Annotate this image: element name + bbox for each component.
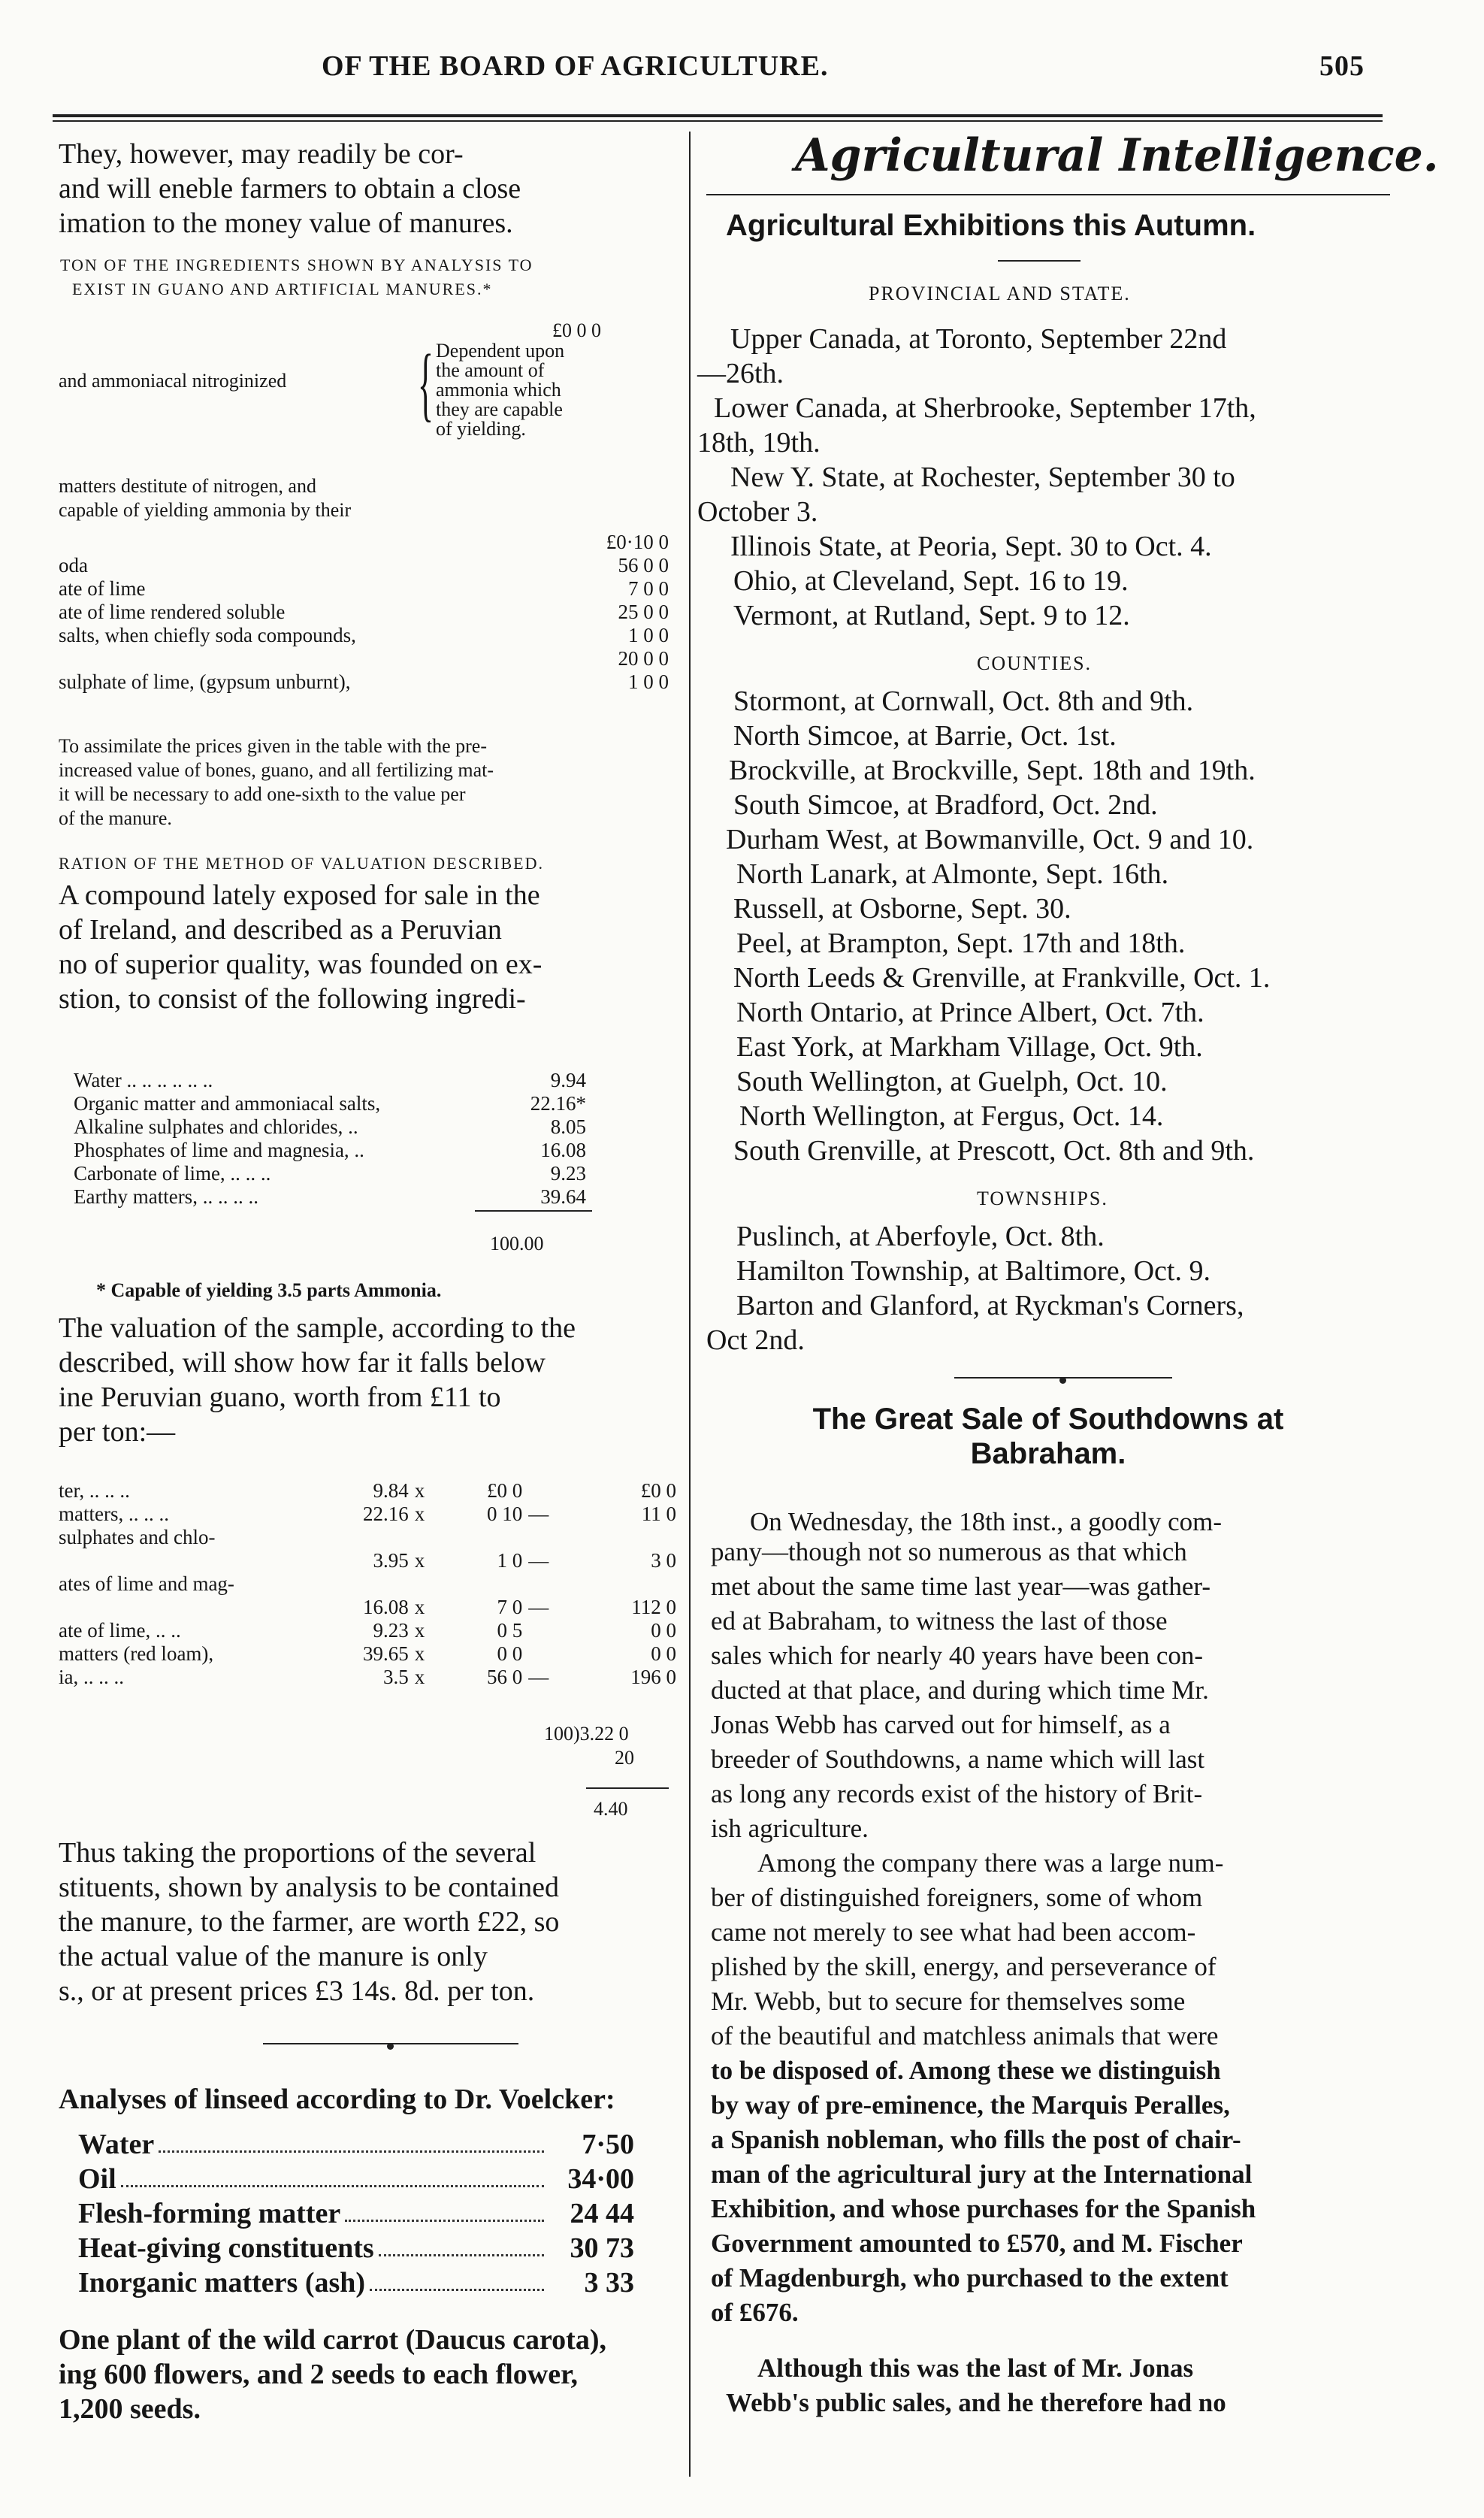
list-item: Water 7·50 <box>78 2129 634 2160</box>
table-row: ate of lime 7 0 0 <box>59 577 669 600</box>
paragraph-line: man of the agricultural jury at the International <box>711 2159 1253 2189</box>
paragraph-line: of Magdenburgh, who purchased to the extent <box>711 2263 1229 2293</box>
bracket-line: of yielding. <box>436 418 526 440</box>
table-row: oda 56 0 0 <box>59 554 669 577</box>
thus-line: stituents, shown by analysis to be contained <box>59 1872 559 1903</box>
table3-result: 20 <box>615 1747 634 1769</box>
exhibition-line: Russell, at Osborne, Sept. 30. <box>733 893 1071 925</box>
paragraph-line: Exhibition, and whose purchases for the Spanish <box>711 2194 1256 2223</box>
intro-line: They, however, may readily be cor- <box>59 138 464 170</box>
table-row: ate of lime, .. .. 9.23 x 0 5 0 0 <box>59 1619 676 1642</box>
carrot-line: One plant of the wild carrot (Daucus carota), <box>59 2324 606 2356</box>
carrot-line: ing 600 flowers, and 2 seeds to each flower, <box>59 2359 578 2390</box>
table1 <box>56 531 672 694</box>
paragraph-line: ber of distinguished foreigners, some of whom <box>711 1883 1203 1912</box>
exhibition-line: Peel, at Brampton, Sept. 17th and 18th. <box>736 928 1186 959</box>
table1-bracket-text <box>436 341 564 439</box>
exhibition-line: North Ontario, at Prince Albert, Oct. 7th. <box>736 997 1204 1028</box>
assimilate-line: of the manure. <box>59 807 172 829</box>
valuation-line: The valuation of the sample, according to the <box>59 1312 576 1344</box>
paragraph-line: came not merely to see what had been accom- <box>711 1917 1196 1947</box>
paragraph-line: to be disposed of. Among these we distinguish <box>711 2056 1221 2085</box>
exhibition-line: East York, at Markham Village, Oct. 9th. <box>736 1031 1203 1063</box>
valuation-line: per ton:— <box>59 1416 176 1448</box>
linseed-heading: Analyses of linseed according to Dr. Voelcker: <box>59 2084 615 2115</box>
list-item: Flesh-forming matter 24 44 <box>78 2198 634 2229</box>
table-row: Phosphates of lime and magnesia, .. 16.08 <box>74 1139 586 1161</box>
paragraph-line: sales which for nearly 40 years have been con- <box>711 1641 1204 1670</box>
divider-dot-icon <box>1059 1374 1066 1388</box>
title-rule <box>998 260 1081 262</box>
footnote: * Capable of yielding 3.5 parts Ammonia. <box>96 1279 442 1301</box>
page-number: 505 <box>1319 50 1365 82</box>
bracket-line: the amount of <box>436 359 545 381</box>
table2-total: 100.00 <box>490 1233 544 1254</box>
table-row: Organic matter and ammoniacal salts, 22.16* <box>74 1092 586 1115</box>
exhibition-line: Oct 2nd. <box>706 1324 805 1356</box>
exhibition-line: Lower Canada, at Sherbrooke, September 17th, <box>714 392 1256 424</box>
bracket-line: ammonia which <box>436 379 561 401</box>
exhibition-line: North Simcoe, at Barrie, Oct. 1st. <box>733 720 1117 752</box>
exhibition-line: Barton and Glanford, at Ryckman's Corners, <box>736 1290 1244 1321</box>
paragraph-line: of the beautiful and matchless animals that were <box>711 2021 1219 2050</box>
table-row: matters (red loam), 39.65 x 0 0 0 0 <box>59 1642 676 1665</box>
table-row: sulphates and chlo- <box>59 1526 216 1548</box>
sum-rule <box>475 1210 592 1212</box>
exhibition-line: South Grenville, at Prescott, Oct. 8th and 9th. <box>733 1135 1255 1167</box>
paragraph-line: a Spanish nobleman, who fills the post of chair- <box>711 2125 1241 2154</box>
table-row: Water .. .. .. .. .. .. 9.94 <box>74 1069 586 1091</box>
sum-rule <box>586 1787 669 1789</box>
masthead-rule <box>706 194 1390 195</box>
thus-line: the manure, to the farmer, are worth £22, so <box>59 1906 560 1938</box>
table1-label: and ammoniacal nitroginized <box>59 370 287 392</box>
exhibition-line: Brockville, at Brockville, Sept. 18th and 19th. <box>729 755 1256 786</box>
thus-line: the actual value of the manure is only <box>59 1941 488 1972</box>
thus-line: Thus taking the proportions of the several <box>59 1837 536 1869</box>
paragraph-line: On Wednesday, the 18th inst., a goodly com- <box>750 1507 1223 1536</box>
running-header: OF THE BOARD OF AGRICULTURE. <box>322 50 829 82</box>
table1-value: £0 0 0 <box>552 319 601 341</box>
table-row: £0·10 0 <box>606 531 669 553</box>
exhibition-line: Puslinch, at Aberfoyle, Oct. 8th. <box>736 1221 1105 1252</box>
table2 <box>71 1069 589 1209</box>
exhibitions-title: Agricultural Exhibitions this Autumn. <box>726 209 1256 242</box>
table3 <box>56 1479 679 1689</box>
valuation-line: ine Peruvian guano, worth from £11 to <box>59 1382 501 1413</box>
assimilate-line: it will be necessary to add one-sixth to the value per <box>59 783 466 805</box>
exhibition-line: North Wellington, at Fergus, Oct. 14. <box>739 1100 1164 1132</box>
paragraph-line: pany—though not so numerous as that which <box>711 1537 1187 1566</box>
divider-dot-icon <box>387 2040 394 2053</box>
paragraph-line: by way of pre-eminence, the Marquis Peralles, <box>711 2090 1230 2120</box>
table1-heading: TON OF THE INGREDIENTS SHOWN BY ANALYSIS TO <box>60 256 533 274</box>
table-row: salts, when chiefly soda compounds, 1 0 0 <box>59 624 669 646</box>
exhibition-line: Illinois State, at Peoria, Sept. 30 to Oct. 4. <box>730 531 1212 562</box>
paragraph-line: ducted at that place, and during which time Mr. <box>711 1675 1209 1705</box>
exhibition-line: Durham West, at Bowmanville, Oct. 9 and 10. <box>726 824 1254 855</box>
table-row: ia, .. .. .. 3.5 x 56 0 — 196 0 <box>59 1666 676 1688</box>
exhibition-line: North Leeds & Grenville, at Frankville, Oct. 1. <box>733 962 1271 994</box>
bracket-line: Dependent upon <box>436 340 565 362</box>
section-heading-provincial: PROVINCIAL AND STATE. <box>869 283 1131 304</box>
exhibition-line: 18th, 19th. <box>697 427 821 459</box>
paragraph-line: plished by the skill, energy, and perseverance of <box>711 1952 1217 1981</box>
table-row: ates of lime and mag- <box>59 1572 234 1595</box>
table-row: Alkaline sulphates and chlorides, .. 8.05 <box>74 1115 586 1138</box>
paragraph-line: Mr. Webb, but to secure for themselves some <box>711 1987 1186 2016</box>
table-row: 16.08 x 7 0 — 112 0 <box>362 1596 676 1618</box>
table-row: Carbonate of lime, .. .. .. 9.23 <box>74 1162 586 1185</box>
paragraph-line: ed at Babraham, to witness the last of those <box>711 1606 1168 1636</box>
section-heading-townships: TOWNSHIPS. <box>977 1188 1108 1209</box>
list-item: Heat-giving constituents 30 73 <box>78 2232 634 2264</box>
exhibition-line: Hamilton Township, at Baltimore, Oct. 9. <box>736 1255 1210 1287</box>
paragraph-line: Webb's public sales, and he therefore had no <box>726 2388 1226 2417</box>
exhibition-line: Ohio, at Cleveland, Sept. 16 to 19. <box>733 565 1129 597</box>
table-row: 20 0 0 <box>618 647 669 670</box>
bracket-line: they are capable <box>436 398 563 420</box>
table-row: sulphate of lime, (gypsum unburnt), 1 0 0 <box>59 670 669 693</box>
assimilate-line: To assimilate the prices given in the table with the pre- <box>59 735 488 757</box>
brace-icon: { <box>417 337 434 429</box>
paragraph-line: Although this was the last of Mr. Jonas <box>757 2353 1194 2383</box>
valuation-line: described, will show how far it falls below <box>59 1347 546 1379</box>
table-row: ate of lime rendered soluble 25 0 0 <box>59 601 669 623</box>
assimilate-line: increased value of bones, guano, and all fertilizing mat- <box>59 759 494 781</box>
paragraph-line: met about the same time last year—was gather- <box>711 1572 1211 1601</box>
compound-line: no of superior quality, was founded on ex- <box>59 949 543 980</box>
header-rule <box>53 114 1383 117</box>
sale-title: The Great Sale of Southdowns at <box>812 1403 1284 1436</box>
exhibition-line: —26th. <box>697 358 784 389</box>
compound-line: stion, to consist of the following ingredi- <box>59 983 526 1015</box>
table3-result: 100)3.22 0 <box>544 1723 629 1745</box>
compound-line: of Ireland, and described as a Peruvian <box>59 914 502 946</box>
method-heading: RATION OF THE METHOD OF VALUATION DESCRIBED. <box>59 854 544 873</box>
table1-note: matters destitute of nitrogen, and <box>59 475 316 497</box>
exhibition-line: New Y. State, at Rochester, September 30 to <box>730 462 1235 493</box>
table-row: 3.95 x 1 0 — 3 0 <box>373 1549 676 1572</box>
intro-line: and will eneble farmers to obtain a close <box>59 173 521 204</box>
table-row: Earthy matters, .. .. .. .. 39.64 <box>74 1185 586 1208</box>
linseed-list <box>78 2127 634 2300</box>
section-heading-counties: COUNTIES. <box>977 652 1093 674</box>
table-row: ter, .. .. .. 9.84 x £0 0 £0 0 <box>59 1479 676 1502</box>
thus-line: s., or at present prices £3 14s. 8d. per ton. <box>59 1975 535 2007</box>
table1-note: capable of yielding ammonia by their <box>59 499 352 521</box>
paragraph-line: as long any records exist of the history of Brit- <box>711 1779 1203 1808</box>
table1-heading: EXIST IN GUANO AND ARTIFICIAL MANURES.* <box>72 280 493 298</box>
exhibition-line: South Wellington, at Guelph, Oct. 10. <box>736 1066 1168 1097</box>
exhibition-line: Stormont, at Cornwall, Oct. 8th and 9th. <box>733 685 1194 717</box>
intro-line: imation to the money value of manures. <box>59 207 513 239</box>
table3-result: 4.40 <box>594 1798 628 1820</box>
sale-title: Babraham. <box>970 1437 1126 1470</box>
exhibition-line: Vermont, at Rutland, Sept. 9 to 12. <box>733 600 1130 631</box>
carrot-line: 1,200 seeds. <box>59 2393 201 2425</box>
exhibition-line: Upper Canada, at Toronto, September 22nd <box>730 323 1227 355</box>
list-item: Inorganic matters (ash) 3 33 <box>78 2267 634 2299</box>
paragraph-line: Jonas Webb has carved out for himself, as a <box>711 1710 1171 1739</box>
paragraph-line: Among the company there was a large num- <box>757 1848 1224 1878</box>
masthead: Agricultural Intelligence. <box>795 129 1439 182</box>
compound-line: A compound lately exposed for sale in the <box>59 879 540 911</box>
paragraph-line: breeder of Southdowns, a name which will last <box>711 1745 1205 1774</box>
exhibition-line: North Lanark, at Almonte, Sept. 16th. <box>736 858 1169 890</box>
header-rule-thin <box>53 120 1383 122</box>
exhibition-line: South Simcoe, at Bradford, Oct. 2nd. <box>733 789 1158 821</box>
table-row: matters, .. .. .. 22.16 x 0 10 — 11 0 <box>59 1503 676 1525</box>
paragraph-line: ish agriculture. <box>711 1814 869 1843</box>
paragraph-line: of £676. <box>711 2298 799 2327</box>
paragraph-line: Government amounted to £570, and M. Fischer <box>711 2229 1243 2258</box>
exhibition-line: October 3. <box>697 496 818 528</box>
column-divider <box>689 132 691 2477</box>
list-item: Oil 34·00 <box>78 2163 634 2195</box>
